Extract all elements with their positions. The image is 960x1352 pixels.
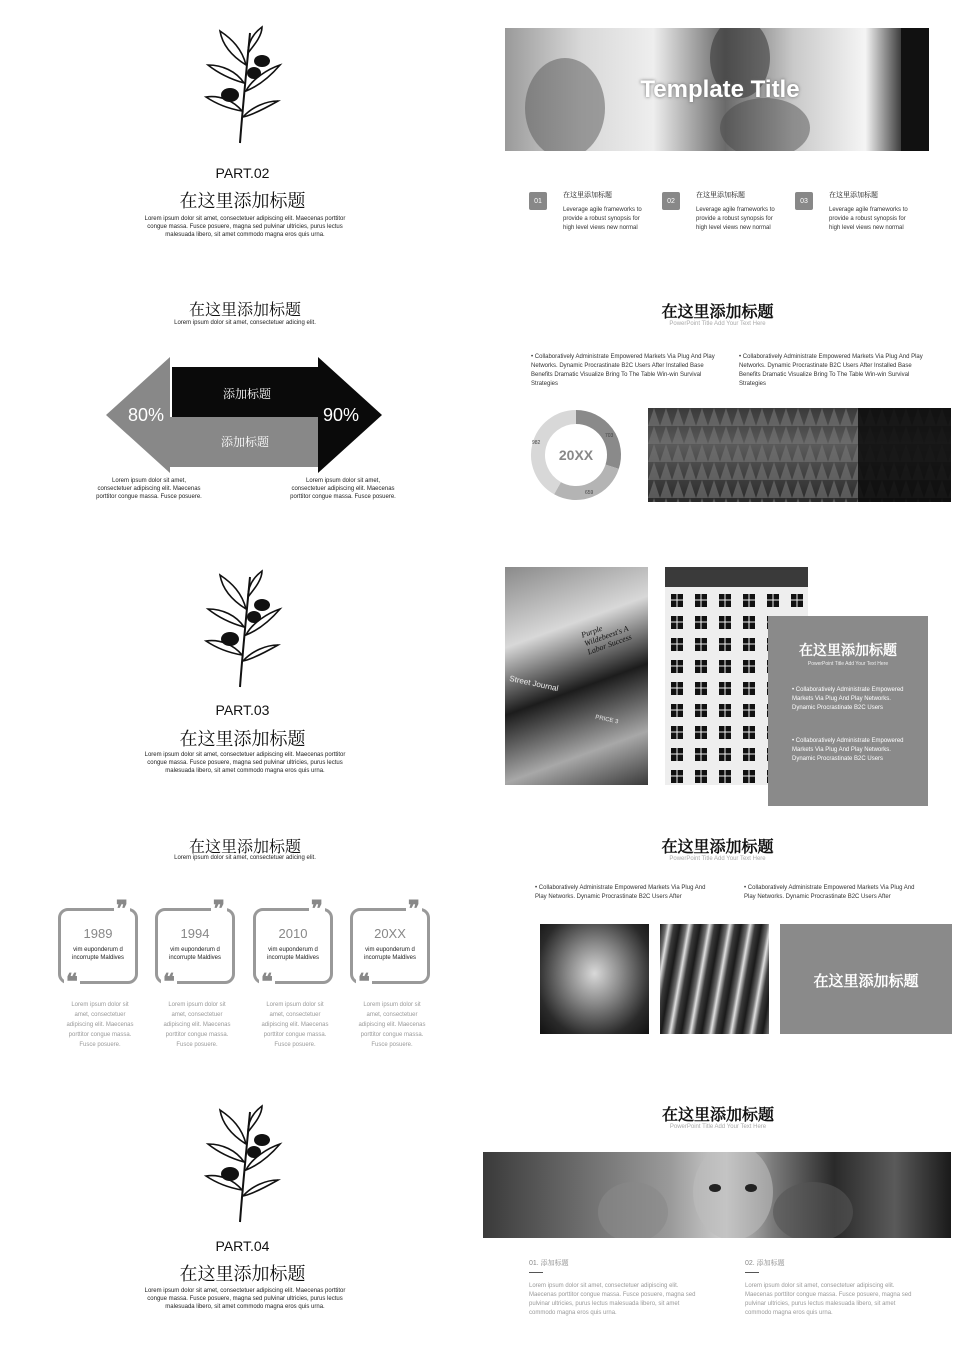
year-label: 1994: [180, 926, 210, 941]
waves-photo: [660, 924, 769, 1034]
slide-portrait: [483, 1100, 953, 1325]
part-label: PART.04: [215, 1238, 270, 1254]
portrait-title: 在这里添加标题: [661, 1107, 774, 1124]
hero-title: Template Title: [640, 76, 800, 103]
feature-number: 01: [529, 192, 547, 210]
feature-title: 在这里添加标题: [829, 192, 878, 199]
part-title: 在这里添加标题: [179, 191, 306, 211]
part-body: Lorem ipsum dolor sit amet, consectetuer adipiscing elit. Maecenas porttitor congue massa. Fusce posuere, magna sed pulvinar ultricies, purus lectus malesuada libero, sit amet commodo magna eros quis urna.: [144, 216, 346, 238]
year-label: 20XX: [374, 926, 406, 941]
slide-part02: [120, 25, 365, 250]
slide-part03: [120, 565, 365, 790]
info-card: [768, 616, 928, 806]
feature-title: 在这里添加标题: [696, 192, 745, 199]
feature-number: 02: [662, 192, 680, 210]
column-divider: [745, 1272, 759, 1273]
timeline-item: [155, 896, 245, 1048]
feature-number: 03: [795, 192, 813, 210]
card-subtitle: PowerPoint Title Add Your Text Here: [807, 661, 889, 667]
newspaper-text: Street Journal: [508, 673, 560, 694]
donut-label-top: 703: [605, 433, 614, 439]
slide-timeline: [50, 832, 440, 1052]
gallery-bullet: • Collaboratively Administrate Empowered Markets Via Plug And Play Networks. Dynamic Procrastinate B2C Users After: [744, 885, 915, 900]
hero-photo: [505, 28, 929, 151]
part-label: PART.03: [215, 702, 270, 718]
year-text: Lorem ipsum dolor sit amet, consectetuer adipiscing elit. Maecenas porttitor congue massa. Fusce posuere.: [66, 1002, 134, 1048]
portrait-subtitle: PowerPoint Title Add Your Text Here: [669, 1124, 767, 1130]
year-label: 2010: [278, 926, 308, 941]
left-description: Lorem ipsum dolor sit amet, consectetuer adipiscing elit. Maecenas porttitor congue massa. Fusce posuere.: [96, 478, 202, 500]
gallery-box-title: 在这里添加标题: [813, 973, 919, 990]
bullet-text: Collaboratively Administrate Empowered Markets Via Plug And Play Networks. Dynamic Procrastinate B2C Users: [792, 687, 904, 711]
bullet-text: Collaboratively Administrate Empowered Markets Via Plug And Play Networks. Dynamic Procrastinate B2C Users: [792, 738, 904, 762]
timeline-subtitle: Lorem ipsum dolor sit amet, consectetuer adicing elit.: [174, 855, 316, 861]
right-description: Lorem ipsum dolor sit amet, consectetuer adipiscing elit. Maecenas porttitor congue massa. Fusce posuere.: [290, 478, 396, 500]
slide-arrows: [96, 295, 396, 525]
year-label: 1989: [83, 926, 113, 941]
bullet-text: Collaboratively Administrate Empowered Markets Via Plug And Play Networks. Dynamic Procrastinate B2C Users After: [744, 885, 915, 900]
newspaper-text: Purple Wildebeest's A Labor Success: [580, 623, 633, 657]
timeline-item: [350, 896, 440, 1048]
right-percent: 90%: [323, 405, 360, 425]
bullet-text: Collaboratively Administrate Empowered Markets Via Plug And Play Networks. Dynamic Procrastinate B2C Users After: [535, 885, 706, 900]
column-heading: 02. 添加标题: [745, 1260, 785, 1267]
card-title: 在这里添加标题: [799, 642, 897, 658]
donut-title: 在这里添加标题: [661, 304, 774, 321]
feature-text: Leverage agile frameworks to provide a robust synopsis for high level views new normal: [829, 207, 908, 231]
column-text: Lorem ipsum dolor sit amet, consectetuer adipiscing elit. Maecenas porttitor congue massa. Fusce posuere, magna sed pulvinar ultricies, purus lectus malesuada libero, sit amet commodo magna eros quis urna.: [529, 1283, 696, 1316]
part-body: Lorem ipsum dolor sit amet, consectetuer adipiscing elit. Maecenas porttitor congue massa. Fusce posuere, magna sed pulvinar ultricies, purus lectus malesuada libero, sit amet commodo magna eros quis urna.: [144, 752, 346, 774]
slide-donut: [525, 295, 955, 510]
feature-title: 在这里添加标题: [563, 192, 612, 199]
year-caption: vim euponderum d incorrupte Maldives: [71, 947, 125, 961]
year-caption: vim euponderum d incorrupte Maldives: [266, 947, 320, 961]
slide-newspaper: [505, 567, 930, 807]
part-title: 在这里添加标题: [179, 729, 306, 749]
part-body: Lorem ipsum dolor sit amet, consectetuer adipiscing elit. Maecenas porttitor congue massa. Fusce posuere, magna sed pulvinar ultricies, purus lectus malesuada libero, sit amet commodo magna eros quis urna.: [144, 1288, 346, 1310]
olive-branch-icon: [190, 25, 290, 145]
part-title: 在这里添加标题: [179, 1264, 306, 1284]
quote-icon: ❝: [66, 969, 78, 994]
slide-gallery: [525, 832, 955, 1042]
arrows-title: 在这里添加标题: [188, 302, 301, 319]
bullet-text: Collaboratively Administrate Empowered Markets Via Plug And Play Networks. Dynamic Procrastinate B2C Users After Installed Base Benefits Dramatic Visualize Bring To The Table Win-win Survival Strategies: [739, 354, 923, 387]
arrows-subtitle: Lorem ipsum dolor sit amet, consectetuer adicing elit.: [174, 320, 316, 326]
quote-icon: ❞: [213, 896, 225, 921]
newspaper-photo: [505, 567, 648, 785]
gallery-subtitle: PowerPoint Title Add Your Text Here: [669, 856, 766, 862]
donut-label-bottom: 659: [585, 490, 594, 496]
feature-list: [529, 190, 929, 250]
olive-branch-icon: [190, 565, 290, 693]
bullet-text: Collaboratively Administrate Empowered Markets Via Plug And Play Networks. Dynamic Procrastinate B2C Users After Installed Base Benefits Dramatic Visualize Bring To The Table Win-win Survival Strategies: [531, 354, 715, 387]
year-text: Lorem ipsum dolor sit amet, consectetuer adipiscing elit. Maecenas porttitor congue massa. Fusce posuere.: [358, 1002, 426, 1048]
timeline-item: [58, 896, 148, 1048]
quote-icon: ❞: [311, 896, 323, 921]
newspaper-text: PRICE 3: [594, 714, 619, 726]
portrait-photo: [483, 1152, 951, 1238]
clouds-photo: [540, 924, 649, 1034]
slide-part04: [120, 1100, 365, 1325]
quote-icon: ❞: [116, 896, 128, 921]
gallery-bullet: • Collaboratively Administrate Empowered Markets Via Plug And Play Networks. Dynamic Procrastinate B2C Users After: [535, 885, 706, 900]
feature-text: Leverage agile frameworks to provide a robust synopsis for high level views new normal: [563, 207, 642, 231]
left-percent: 80%: [128, 405, 165, 425]
top-bar-label: 添加标题: [222, 387, 271, 401]
forest-photo: [648, 408, 951, 502]
donut-subtitle: PowerPoint Title Add Your Text Here: [669, 321, 766, 327]
column-text: Lorem ipsum dolor sit amet, consectetuer adipiscing elit. Maecenas porttitor congue massa. Fusce posuere, magna sed pulvinar ultricies, purus lectus malesuada libero, sit amet commodo magna eros quis urna.: [745, 1283, 912, 1316]
year-text: Lorem ipsum dolor sit amet, consectetuer adipiscing elit. Maecenas porttitor congue massa. Fusce posuere.: [163, 1002, 231, 1048]
card-bullet: • Collaboratively Administrate Empowered Markets Via Plug And Play Networks. Dynamic Procrastinate B2C Users: [792, 738, 904, 762]
card-bullet: • Collaboratively Administrate Empowered Markets Via Plug And Play Networks. Dynamic Procrastinate B2C Users: [792, 687, 904, 711]
donut-label-left: 982: [532, 440, 541, 446]
quote-icon: ❝: [358, 969, 370, 994]
timeline-item: [253, 896, 343, 1048]
part-label: PART.02: [215, 165, 270, 181]
year-caption: vim euponderum d incorrupte Maldives: [363, 947, 417, 961]
gallery-title: 在这里添加标题: [661, 839, 774, 856]
column-divider: [529, 1272, 543, 1273]
olive-branch-icon: [190, 1100, 290, 1228]
donut-center-label: 20XX: [558, 447, 594, 463]
year-text: Lorem ipsum dolor sit amet, consectetuer adipiscing elit. Maecenas porttitor congue massa. Fusce posuere.: [261, 1002, 329, 1048]
bottom-bar-label: 添加标题: [220, 435, 269, 449]
quote-icon: ❝: [163, 969, 175, 994]
slide-template: [505, 28, 930, 250]
donut-bullet: • Collaboratively Administrate Empowered Markets Via Plug And Play Networks. Dynamic Procrastinate B2C Users After Installed Base Benefits Dramatic Visualize Bring To The Table Win-win Survival Strategies: [739, 354, 923, 387]
donut-bullet: • Collaboratively Administrate Empowered Markets Via Plug And Play Networks. Dynamic Procrastinate B2C Users After Installed Base Benefits Dramatic Visualize Bring To The Table Win-win Survival Strategies: [531, 354, 715, 387]
gallery-box: [780, 924, 952, 1034]
column-heading: 01. 添加标题: [529, 1260, 569, 1267]
quote-icon: ❞: [408, 896, 420, 921]
year-caption: vim euponderum d incorrupte Maldives: [168, 947, 222, 961]
quote-icon: ❝: [261, 969, 273, 994]
timeline-title: 在这里添加标题: [188, 839, 301, 856]
feature-text: Leverage agile frameworks to provide a robust synopsis for high level views new normal: [696, 207, 775, 231]
